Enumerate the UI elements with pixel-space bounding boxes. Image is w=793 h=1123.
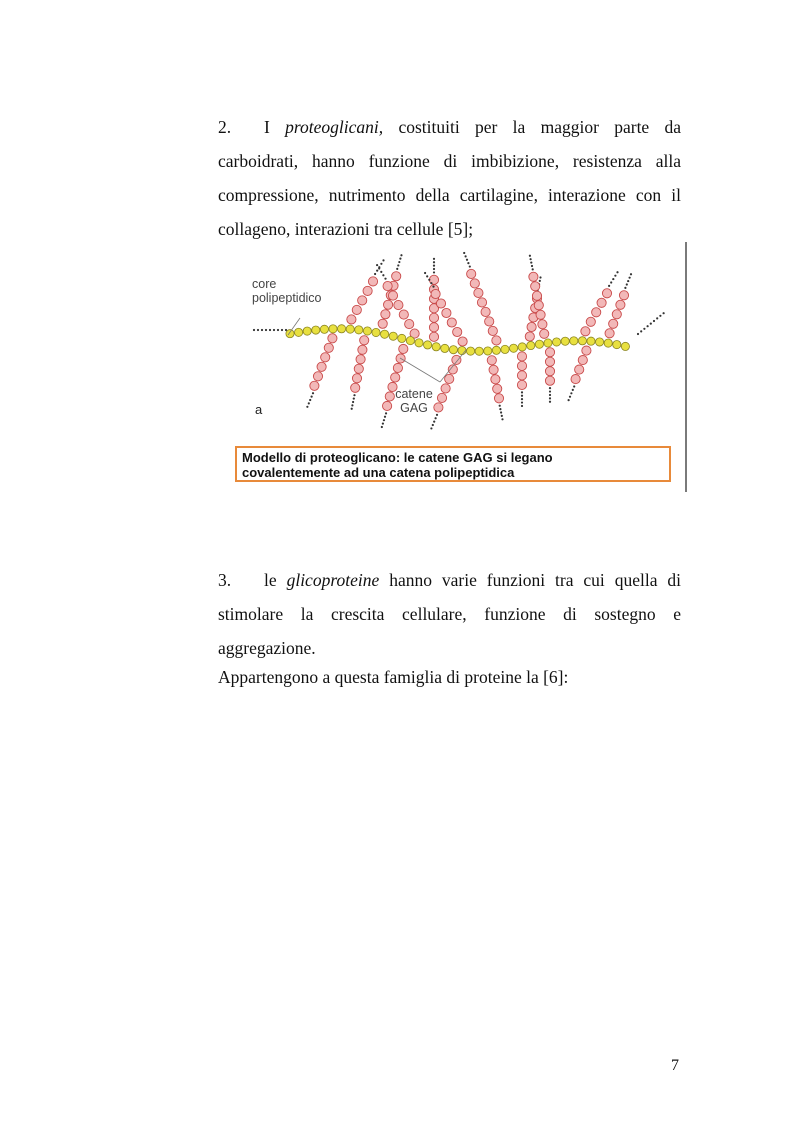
core-tail-dot	[637, 333, 639, 335]
gag-bead	[392, 272, 401, 281]
core-tail-dot	[663, 312, 665, 314]
core-bead	[389, 332, 397, 340]
core-label-line1: core	[252, 277, 277, 291]
gag-tail-dot	[572, 389, 574, 391]
gag-bead	[605, 329, 614, 338]
core-bead	[544, 339, 552, 347]
gag-bead	[347, 315, 356, 324]
gag-tail-dot	[608, 285, 610, 287]
core-tail-dot	[643, 328, 645, 330]
gag-tail-dot	[629, 277, 631, 279]
core-bead	[596, 338, 604, 346]
item-3-term: glicoproteine	[286, 570, 380, 590]
gag-bead	[383, 281, 392, 290]
item-2-number: 2.	[218, 117, 232, 137]
gag-tail-dot	[521, 398, 523, 400]
gag-tail-dot	[529, 255, 531, 257]
item-2-term: proteoglicani,	[285, 117, 384, 137]
gag-tail-dot	[433, 265, 435, 267]
gag-bead	[582, 346, 591, 355]
figure-caption	[235, 446, 671, 482]
gag-bead	[399, 344, 408, 353]
core-bead	[604, 339, 612, 347]
gag-tail-dot	[309, 399, 311, 401]
gag-bead	[489, 365, 498, 374]
core-bead	[527, 341, 535, 349]
gag-bead	[531, 282, 540, 291]
gag-bead	[452, 355, 461, 364]
core-tail-dot	[253, 329, 255, 331]
gag-tail-dot	[521, 391, 523, 393]
core-tail-dot	[650, 323, 652, 325]
gag-tail-dot	[433, 268, 435, 270]
panel-letter: a	[255, 402, 263, 417]
gag-tail-dot	[433, 261, 435, 263]
gag-bead	[545, 367, 554, 376]
gag-bead	[441, 384, 450, 393]
core-tail-dot	[647, 325, 649, 327]
gag-bead	[467, 269, 476, 278]
gag-bead	[405, 319, 414, 328]
gag-bead	[352, 374, 361, 383]
gag-tail-dot	[308, 402, 310, 404]
core-label-line2: polipeptidico	[252, 291, 322, 305]
core-bead	[415, 339, 423, 347]
gag-bead	[358, 345, 367, 354]
gag-tail-dot	[614, 275, 616, 277]
gag-bead	[545, 376, 554, 385]
gag-tail-dot	[381, 426, 383, 428]
gag-bead	[534, 301, 543, 310]
core-tail-dot	[653, 320, 655, 322]
gag-tail-dot	[432, 286, 434, 288]
core-bead	[372, 328, 380, 336]
gag-tail-dot	[627, 280, 629, 282]
gag-bead	[540, 329, 549, 338]
gag-tail-dot	[380, 271, 382, 273]
gag-tail-dot	[521, 395, 523, 397]
gag-tail-dot	[433, 258, 435, 260]
gag-tail-dot	[376, 264, 378, 266]
core-tail-dot	[269, 329, 271, 331]
gag-tail-dot	[500, 411, 502, 413]
gag-tail-dot	[467, 262, 469, 264]
gag-tail-dot	[433, 271, 435, 273]
gag-tail-dot	[433, 421, 435, 423]
gag-tail-dot	[380, 263, 382, 265]
core-bead	[312, 326, 320, 334]
gag-bead	[517, 380, 526, 389]
item-2-text: costituiti per la maggior parte da carboidrati, hanno funzione di imbibizione, resistenza alla compressione, nutrimento della cartilagine, interazione con il collageno, interazioni tra cellule [5];	[218, 117, 682, 239]
core-bead	[381, 330, 389, 338]
gag-bead	[399, 310, 408, 319]
gag-bead	[616, 300, 625, 309]
gag-tail-dot	[465, 255, 467, 257]
gag-tail-dot	[351, 408, 353, 410]
gag-tail-dot	[568, 399, 570, 401]
gag-tail-dot	[530, 258, 532, 260]
gag-bead	[445, 374, 454, 383]
gag-tail-dot	[521, 401, 523, 403]
gag-tail-dot	[549, 401, 551, 403]
item-3-number: 3.	[218, 570, 232, 590]
gag-bead	[619, 291, 628, 300]
gag-tail-dot	[312, 392, 314, 394]
gag-tail-dot	[398, 261, 400, 263]
gag-bead	[470, 279, 479, 288]
gag-bead	[578, 356, 587, 365]
item-2-paragraph	[218, 110, 681, 246]
gag-tail-dot	[432, 424, 434, 426]
core-bead	[484, 347, 492, 355]
core-tail-dot	[257, 329, 259, 331]
gag-tail-dot	[378, 267, 380, 269]
gag-label-pointer-left	[400, 358, 440, 382]
gag-bead	[532, 291, 541, 300]
gag-tail-dot	[382, 422, 384, 424]
gag-bead	[575, 365, 584, 374]
gag-bead	[388, 291, 397, 300]
core-label	[252, 277, 322, 305]
gag-bead	[434, 403, 443, 412]
gag-bead	[378, 319, 387, 328]
item-3-paragraph	[218, 563, 681, 665]
gag-bead	[321, 353, 330, 362]
gag-bead	[431, 289, 440, 298]
gag-bead	[328, 334, 337, 343]
gag-bead	[429, 323, 438, 332]
core-tail-dot	[281, 329, 283, 331]
gag-tail-dot	[436, 414, 438, 416]
core-bead	[329, 325, 337, 333]
gag-bead	[517, 352, 526, 361]
core-bead	[286, 330, 294, 338]
gag-tail-dot	[424, 272, 426, 274]
gag-bead	[429, 332, 438, 341]
gag-bead	[394, 300, 403, 309]
gag-tail-dot	[549, 394, 551, 396]
core-tail-dot	[277, 329, 279, 331]
gag-tail-dot	[521, 405, 523, 407]
core-bead	[449, 346, 457, 354]
gag-bead	[474, 288, 483, 297]
gag-bead	[529, 272, 538, 281]
gag-tail-dot	[400, 254, 402, 256]
gag-bead	[363, 286, 372, 295]
caption-line1: Modello di proteoglicano: le catene GAG si legano	[242, 450, 553, 465]
gag-tail-dot	[630, 273, 632, 275]
gag-tail-dot	[385, 412, 387, 414]
gag-bead	[310, 381, 319, 390]
gag-bead	[488, 326, 497, 335]
gag-tail-dot	[430, 427, 432, 429]
core-bead	[475, 347, 483, 355]
gag-bead	[393, 363, 402, 372]
gag-bead	[525, 332, 534, 341]
core-tail-dot	[261, 329, 263, 331]
gag-tail-dot	[306, 406, 308, 408]
gag-bead	[545, 357, 554, 366]
gag-bead	[485, 317, 494, 326]
core-bead	[492, 346, 500, 354]
closing-sentence: Appartengono a questa famiglia di proteine la [6]:	[218, 667, 569, 687]
gag-bead	[358, 296, 367, 305]
core-bead	[501, 345, 509, 353]
gag-tail-dot	[351, 404, 353, 406]
gag-tail-dot	[530, 261, 532, 263]
gag-bead	[538, 320, 547, 329]
gag-bead	[492, 336, 501, 345]
item-3-prefix: le	[264, 570, 277, 590]
gag-tail-dot	[399, 258, 401, 260]
gag-tail-dot	[610, 281, 612, 283]
caption-line2: covalentemente ad una catena polipeptidica	[242, 465, 515, 480]
gag-bead	[368, 277, 377, 286]
item-3-text: hanno varie funzioni tra cui quella di stimolare la crescita cellulare, funzione di sostegno e aggregazione.	[218, 570, 682, 658]
gag-tail-dot	[501, 418, 503, 420]
gag-tail-dot	[539, 276, 541, 278]
core-bead	[320, 325, 328, 333]
gag-bead	[381, 310, 390, 319]
gag-bead	[491, 375, 500, 384]
core-bead	[424, 341, 432, 349]
core-bead	[295, 328, 303, 336]
gag-bead	[517, 371, 526, 380]
item-2-prefix: I	[264, 117, 270, 137]
gag-tail-dot	[499, 408, 501, 410]
core-bead	[441, 344, 449, 352]
gag-tail-dot	[376, 270, 378, 272]
gag-tail-dot	[549, 390, 551, 392]
core-tail-dot	[273, 329, 275, 331]
gag-label-line1: catene	[395, 387, 433, 401]
core-tail-dot	[265, 329, 267, 331]
core-bead	[338, 325, 346, 333]
gag-tail-dot	[626, 283, 628, 285]
gag-tail-dot	[396, 268, 398, 270]
gag-tail-dot	[435, 417, 437, 419]
gag-bead	[581, 327, 590, 336]
core-bead	[553, 338, 561, 346]
core-bead	[621, 342, 629, 350]
gag-tail-dot	[352, 401, 354, 403]
gag-bead	[487, 356, 496, 365]
core-tail-dot	[640, 330, 642, 332]
gag-tail-dot	[397, 264, 399, 266]
gag-tail-dot	[499, 405, 501, 407]
gag-tail-dot	[532, 268, 534, 270]
core-bead	[613, 341, 621, 349]
core-bead	[398, 334, 406, 342]
page-number: 7	[671, 1057, 679, 1074]
gag-tail-dot	[311, 395, 313, 397]
gag-bead	[477, 298, 486, 307]
gag-tail-dot	[573, 385, 575, 387]
gag-bead	[597, 298, 606, 307]
gag-tail-dot	[353, 394, 355, 396]
gag-tail-dot	[384, 416, 386, 418]
core-bead	[535, 340, 543, 348]
gag-tail-dot	[466, 259, 468, 261]
gag-bead	[609, 319, 618, 328]
gag-tail-dot	[531, 265, 533, 267]
core-bead	[587, 337, 595, 345]
gag-bead	[481, 307, 490, 316]
core-bead	[467, 347, 475, 355]
gag-bead	[592, 308, 601, 317]
core-tail-dot	[656, 317, 658, 319]
gag-bead	[602, 289, 611, 298]
gag-label-line2: GAG	[400, 401, 428, 415]
gag-tail-dot	[463, 252, 465, 254]
core-bead	[458, 347, 466, 355]
gag-tail-dot	[374, 273, 376, 275]
gag-bead	[351, 383, 360, 392]
gag-tail-dot	[430, 282, 432, 284]
core-bead	[518, 343, 526, 351]
gag-bead	[494, 394, 503, 403]
gag-label	[394, 387, 434, 415]
gag-bead	[324, 343, 333, 352]
core-tail-dot	[659, 315, 661, 317]
core-bead	[432, 343, 440, 351]
gag-bead	[391, 373, 400, 382]
gag-bead	[313, 372, 322, 381]
gag-tail-dot	[569, 396, 571, 398]
gag-bead	[429, 313, 438, 322]
gag-tail-dot	[624, 287, 626, 289]
gag-bead	[442, 308, 451, 317]
gag-tail-dot	[612, 278, 614, 280]
gag-bead	[527, 322, 536, 331]
gag-tail-dot	[539, 280, 541, 282]
gag-bead	[383, 401, 392, 410]
gag-bead	[437, 393, 446, 402]
core-bead	[355, 326, 363, 334]
gag-bead	[545, 348, 554, 357]
gag-bead	[536, 310, 545, 319]
gag-bead	[436, 299, 445, 308]
gag-tail-dot	[382, 259, 384, 261]
gag-tail-dot	[549, 397, 551, 399]
gag-tail-dot	[426, 275, 428, 277]
gag-bead	[384, 300, 393, 309]
gag-tail-dot	[353, 397, 355, 399]
gag-tail-dot	[428, 279, 430, 281]
core-bead	[578, 337, 586, 345]
gag-tail-dot	[469, 265, 471, 267]
gag-bead	[453, 327, 462, 336]
gag-bead	[571, 375, 580, 384]
gag-bead	[360, 336, 369, 345]
gag-tail-dot	[549, 387, 551, 389]
gag-bead	[447, 318, 456, 327]
gag-bead	[317, 362, 326, 371]
gag-tail-dot	[616, 271, 618, 273]
gag-bead	[493, 384, 502, 393]
core-bead	[363, 327, 371, 335]
gag-bead	[517, 361, 526, 370]
core-bead	[570, 337, 578, 345]
gag-bead	[352, 305, 361, 314]
core-bead	[406, 337, 414, 345]
gag-bead	[356, 355, 365, 364]
gag-tail-dot	[383, 419, 385, 421]
core-bead	[510, 344, 518, 352]
gag-tail-dot	[570, 392, 572, 394]
core-bead	[303, 327, 311, 335]
gag-bead	[612, 310, 621, 319]
gag-tail-dot	[382, 274, 384, 276]
gag-tail-dot	[501, 415, 503, 417]
core-bead	[561, 337, 569, 345]
gag-bead	[354, 364, 363, 373]
core-bead	[346, 325, 354, 333]
gag-tail-dot	[384, 278, 386, 280]
gag-bead	[586, 317, 595, 326]
gag-bead	[458, 337, 467, 346]
